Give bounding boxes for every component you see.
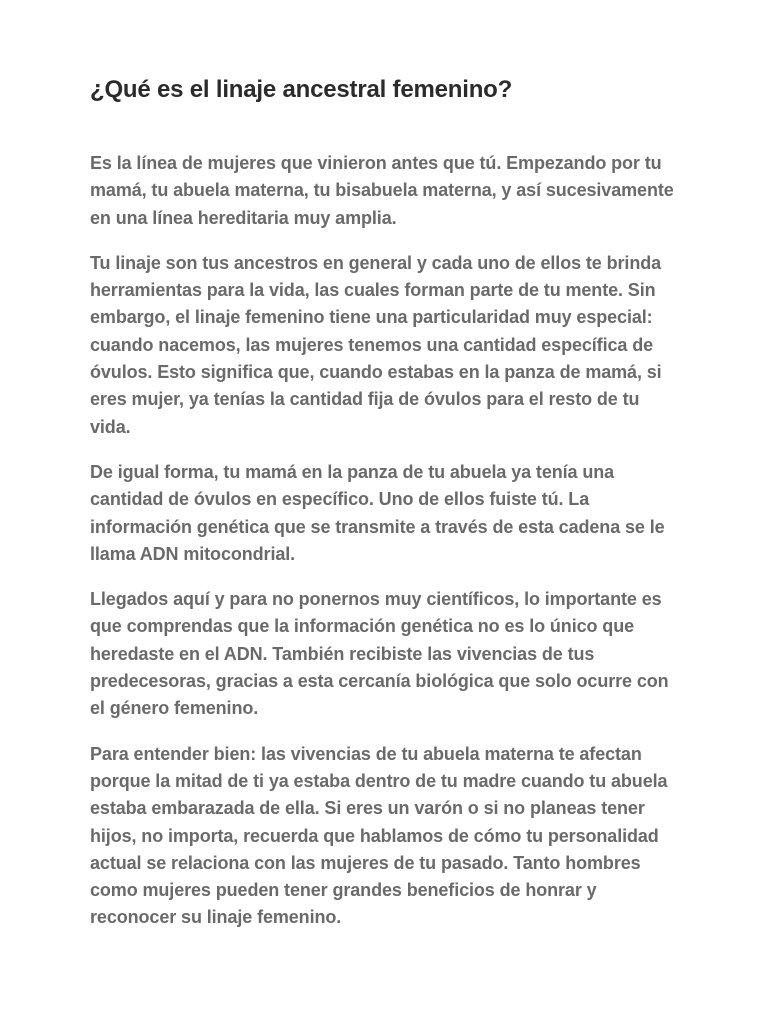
paragraph-4: Llegados aquí y para no ponernos muy científicos, lo importante es que comprendas que la información genética no es lo único que heredaste en el ADN. También recibiste las vivencias de tus predecesoras, gracias a esta cercanía biológica que solo ocurre con el género femenino.: [90, 589, 669, 719]
paragraph-5: Para entender bien: las vivencias de tu abuela materna te afectan porque la mitad de ti ya estaba dentro de tu madre cuando tu abuela estaba embarazada de ella. Si eres un varón o si no planeas tener hijos, no importa, recuerda que hablamos de cómo tu personalidad actual se relaciona con las mujeres de tu pasado. Tanto hombres como mujeres pueden tener grandes beneficios de honrar y reconocer su linaje femenino.: [90, 743, 668, 928]
article: [90, 74, 680, 950]
paragraph-3: De igual forma, tu mamá en la panza de tu abuela ya tenía una cantidad de óvulos en específico. Uno de ellos fuiste tú. La información genética que se transmite a través de esta cadena se le llama ADN mitocondrial.: [90, 461, 665, 564]
paragraph-1: Es la línea de mujeres que vinieron antes que tú. Empezando por tu mamá, tu abuela materna, tu bisabuela materna, y así sucesivamente en una línea hereditaria muy amplia.: [90, 153, 674, 228]
article-title: ¿Qué es el linaje ancestral femenino?: [90, 76, 513, 103]
paragraph-2: Tu linaje son tus ancestros en general y cada uno de ellos te brinda herramientas para la vida, las cuales forman parte de tu mente. Sin embargo, el linaje femenino tiene una particularidad muy especial: cuando nacemos, las mujeres tenemos una cantidad específica de óvulos. Esto significa que, cuando estabas en la panza de mamá, si eres mujer, ya tenías la cantidad fija de óvulos para el resto de tu vida.: [90, 252, 662, 437]
